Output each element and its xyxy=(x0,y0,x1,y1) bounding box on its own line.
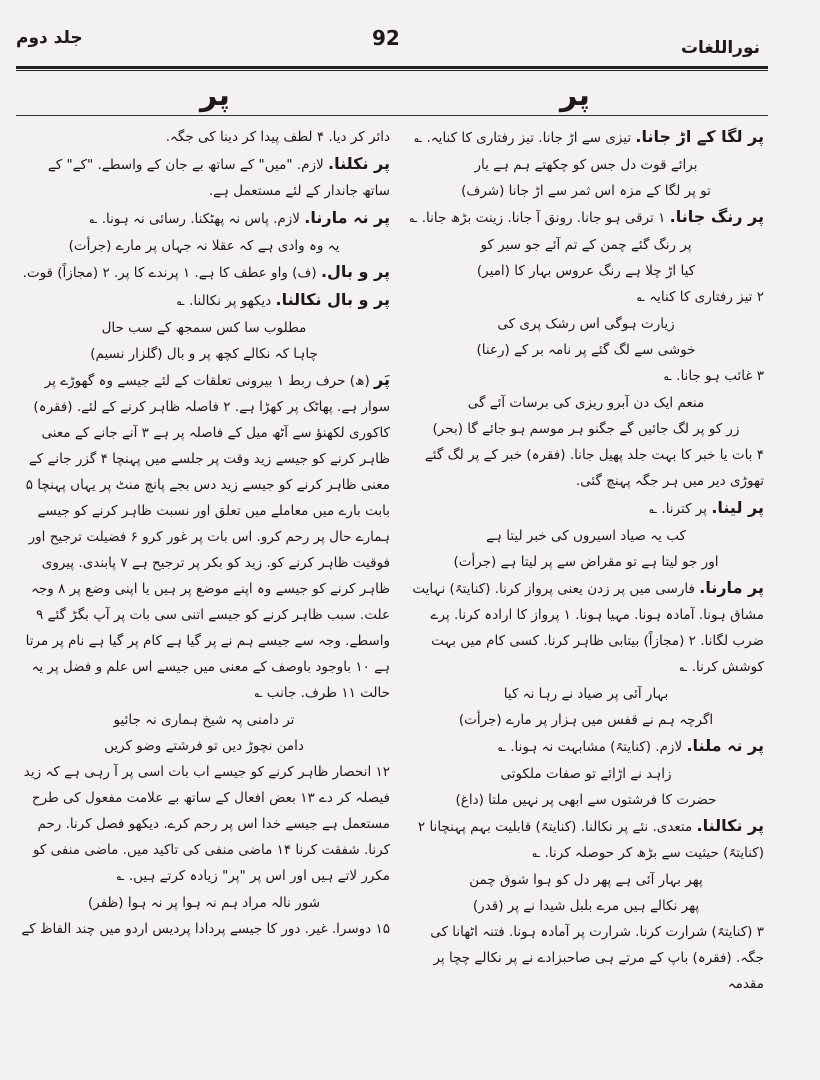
verse-line: زیارت ہوگی اس رشک پری کی xyxy=(497,316,675,332)
entry-headword: پر نکالنا. xyxy=(696,816,764,835)
entry-definition: ۱۲ انحصار ظاہر کرنے کو جیسے اب بات اسی پر آ رہی ہے کہ زید فیصلہ کر دے ۱۳ بعض افعال کے ساتھ بے علامت مفعول کی طرح مستعمل ہے جیسے خدا اس پر رحم کرے. دیکھو فصل کرنا. رحم کرنا. شفقت کرنا ۱۴ ماضی منفی کی تاکید میں. ماضی منفی کو مکرر لاتے ہیں اور اس پر "پر" زیادہ کرتے ہیں. ؎ xyxy=(23,764,390,884)
verse-line: پر رنگ گئے چمن کے تم آئے جو سیر کو xyxy=(480,237,692,253)
entry-definition: ۴ بات یا خبر کا بہت جلد پھیل جانا. (فقرہ) خبر کے پر لگ گئے تھوڑی دیر میں ہر جگہ پہنچ گئی. xyxy=(424,447,764,489)
dictionary-entry xyxy=(408,204,764,231)
volume-label: جلد دوم xyxy=(16,28,83,48)
verse-line: مطلوب سا کس سمجھ کے سب حال xyxy=(101,320,307,336)
entry-headword: پر لینا. xyxy=(711,498,764,517)
dictionary-entry xyxy=(408,495,764,522)
dictionary-entry xyxy=(18,916,390,942)
dictionary-entry xyxy=(408,919,764,997)
entry-definition: (ھ) حرف ربط ۱ بیرونی تعلقات کے لئے جیسے وہ گھوڑے پر سوار ہے. پھاٹک پر کھڑا ہے. ۲ فاصلہ ظاہر کرنے کے لئے. (فقرہ) کاکوری لکھنؤ سے آٹھ میل کے فاصلہ پر ہے ۳ آنے جانے کے معنی ظاہر کرنے کو جیسے زید وقت پر جلسے میں پہنچا ۴ گزر جانے کے معنی ظاہر کرنے کو جیسے زید دس بجے پانچ منٹ پر یہاں پہنچا ۵ بابت بارے میں معاملے میں تعلق اور نسبت ظاہر کرنے کو جیسے ہمارے حال پر رحم کرو. اس بات پر غور کرو ۶ فضیلت ترجیح اور فوقیت ظاہر کرنے کو. زید کو بکر پر ترجیح ہے ۷ پابندی. پیروی ظاہر کرنے کو جیسے وہ اپنے موضع پر ہیں یا اپنی وضع پر ۸ وجہ علت. سبب ظاہر کرنے کو جیسے اتنی سی بات پر آپ بگڑ گئے ۹ واسطے. وجہ سے جیسے ہم نے پر گیا ہے کام پر گیا ہے نام پر مرتا ہے ۱۰ باوجود باوصف کے معنی میں جیسے اس علم و فضل پر یہ حالت ۱۱ طرف. جانب ؎ xyxy=(25,373,390,701)
verse-line: اگرچہ ہم نے قفس میں ہزار پر مارے (جرأت) xyxy=(458,712,714,728)
entry-definition: لازم. (کنایتہً) مشابہت نہ ہونا. ؎ xyxy=(498,739,683,755)
verse-line: خوشی سے لگ گئے پر نامہ بر کے (رعنا) xyxy=(476,342,696,358)
entry-headword: پر نہ ملنا. xyxy=(686,736,764,755)
verse-line: پھر نکالے ہیں مرے بلبل شیدا نے پر (قدر) xyxy=(472,898,700,914)
right-column xyxy=(408,124,764,1072)
verse-line: برائے قوت دل جس کو چکھتے ہم ہے یار xyxy=(474,157,698,173)
entry-definition: ۳ غائب ہو جانا. ؎ xyxy=(663,368,764,384)
entry-definition: لازم. "میں" کے ساتھ بے جان کے واسطے. "کے" کے ساتھ جاندار کے لئے مستعمل ہے. xyxy=(47,157,390,199)
entry-headword: پَر xyxy=(374,370,390,389)
verse-line: حضرت کا فرشتوں سے ابھی پر نہیں ملتا (داغ) xyxy=(455,792,717,808)
entry-definition: دائر کر دیا. ۴ لطف پیدا کر دینا کی جگہ. xyxy=(165,129,390,145)
entry-definition: ۱۵ دوسرا. غیر. دور کا جیسے پردادا پردیس اردو میں چند الفاظ کے xyxy=(21,921,390,937)
dictionary-entry xyxy=(18,151,390,204)
column-heading-rule xyxy=(16,115,768,116)
entry-definition: (ف) واو عطف کا ہے. ۱ پرندے کا پر. ۲ (مجازاً) قوت. xyxy=(22,265,317,281)
dictionary-entry xyxy=(408,284,764,310)
verse-line: کب یہ صیاد اسیروں کی خبر لیتا ہے xyxy=(486,528,686,544)
entry-definition: ۱ ترقی ہو جانا. رونق آ جانا. زینت بڑھ جانا. ؎ xyxy=(409,210,666,226)
entry-definition: تیزی سے اڑ جانا. تیز رفتاری کا کنایہ. ؎ xyxy=(414,130,632,146)
verse-line: شور نالہ مراد ہم نہ ہوا پر نہ ہوا (ظفر) xyxy=(87,895,321,911)
dictionary-entry xyxy=(408,575,764,680)
entry-headword: پر و بال نکالنا. xyxy=(275,290,390,309)
dictionary-entry xyxy=(408,124,764,151)
entry-definition: دیکھو پر نکالنا. ؎ xyxy=(176,293,272,309)
verse-line: یہ وہ وادی ہے کہ عقلا نہ جہاں پر مارے (جرأت) xyxy=(68,238,340,254)
left-column xyxy=(18,124,390,1072)
dictionary-entry xyxy=(18,759,390,889)
verse-line: تو پر لگا کے مزہ اس ثمر سے اڑ جانا (شرف) xyxy=(461,183,711,199)
page-header xyxy=(0,22,820,56)
dictionary-entry xyxy=(18,287,390,314)
dictionary-entry xyxy=(408,733,764,760)
entry-headword: پر نکلنا. xyxy=(328,154,390,173)
header-rule-thin xyxy=(16,70,768,71)
entry-headword: پر مارنا. xyxy=(699,578,764,597)
entry-definition: ۲ تیز رفتاری کا کنایہ ؎ xyxy=(637,289,764,305)
book-title: نوراللغات xyxy=(680,38,760,58)
entry-headword: پر لگا کے اڑ جانا. xyxy=(635,127,764,146)
entry-definition: لازم. پاس نہ پھٹکنا. رسائی نہ ہونا. ؎ xyxy=(89,211,300,227)
dictionary-entry xyxy=(408,813,764,866)
page-number: 92 xyxy=(372,26,400,50)
verse-line: اور جو لیتا ہے تو مقراض سے پر لیتا ہے (جرأت) xyxy=(453,554,719,570)
dictionary-entry xyxy=(408,442,764,494)
verse-line: زاہد نے اڑائے تو صفات ملکوتی xyxy=(500,766,672,782)
entry-definition: ۳ (کنایتہً) شرارت کرنا. شرارت پر آمادہ ہونا. فتنہ اٹھانا کی جگہ. (فقرہ) باپ کے مرتے ہی صاحبزادے نے پر نکالے چچا پر مقدمہ xyxy=(430,924,764,992)
entry-definition: متعدی. نئے پر نکالنا. (کنایتہً) قابلیت بہم پہنچانا ۲ (کنایتہً) حیثیت سے بڑھ کر حوصلہ کرنا. ؎ xyxy=(417,819,764,861)
verse-line: دامن نچوڑ دیں تو فرشتے وضو کریں xyxy=(104,738,304,754)
right-column-heading: پر xyxy=(560,78,590,113)
left-column-heading: پر xyxy=(200,78,230,113)
dictionary-entry xyxy=(18,259,390,286)
verse-line: پھر بہار آئی ہے پھر دل کو ہوا شوق چمن xyxy=(469,872,703,888)
dictionary-entry xyxy=(18,205,390,232)
header-rule-thick xyxy=(16,66,768,69)
verse-line: کیا اڑ چلا ہے رنگ عروس بہار کا (امیر) xyxy=(476,263,696,279)
entry-headword: پر نہ مارنا. xyxy=(304,208,390,227)
verse-line: زر کو پر لگ جائیں گے جگنو ہر موسم ہو جائے گا (بحر) xyxy=(432,421,740,437)
verse-line: چاہا کہ نکالے کچھ پر و بال (گلزار نسیم) xyxy=(90,346,318,362)
verse-line: تر دامنی پہ شیخ ہماری نہ جائیو xyxy=(113,712,295,728)
entry-headword: پر رنگ جانا. xyxy=(669,207,764,226)
dictionary-entry xyxy=(18,367,390,706)
entry-definition: فارسی میں پر زدن یعنی پرواز کرنا. (کنایتہً) نہایت مشاق ہونا. آمادہ ہونا. مہیا ہونا. ۱ پرواز کا ارادہ کرنا. پرے ضرب لگانا. ۲ (مجازاً) بیتابی ظاہر کرنا. کسی کام میں بہت کوشش کرنا. ؎ xyxy=(412,581,764,675)
entry-definition: پر کترنا. ؎ xyxy=(649,501,708,517)
dictionary-entry xyxy=(408,363,764,389)
entry-headword: پر و بال. xyxy=(320,262,390,281)
verse-line: منعم ایک دن آبرو ریزی کی برسات آئے گی xyxy=(467,395,705,411)
verse-line: بہار آئی پر صیاد نے رہا نہ کیا xyxy=(503,686,669,702)
dictionary-entry xyxy=(18,124,390,150)
